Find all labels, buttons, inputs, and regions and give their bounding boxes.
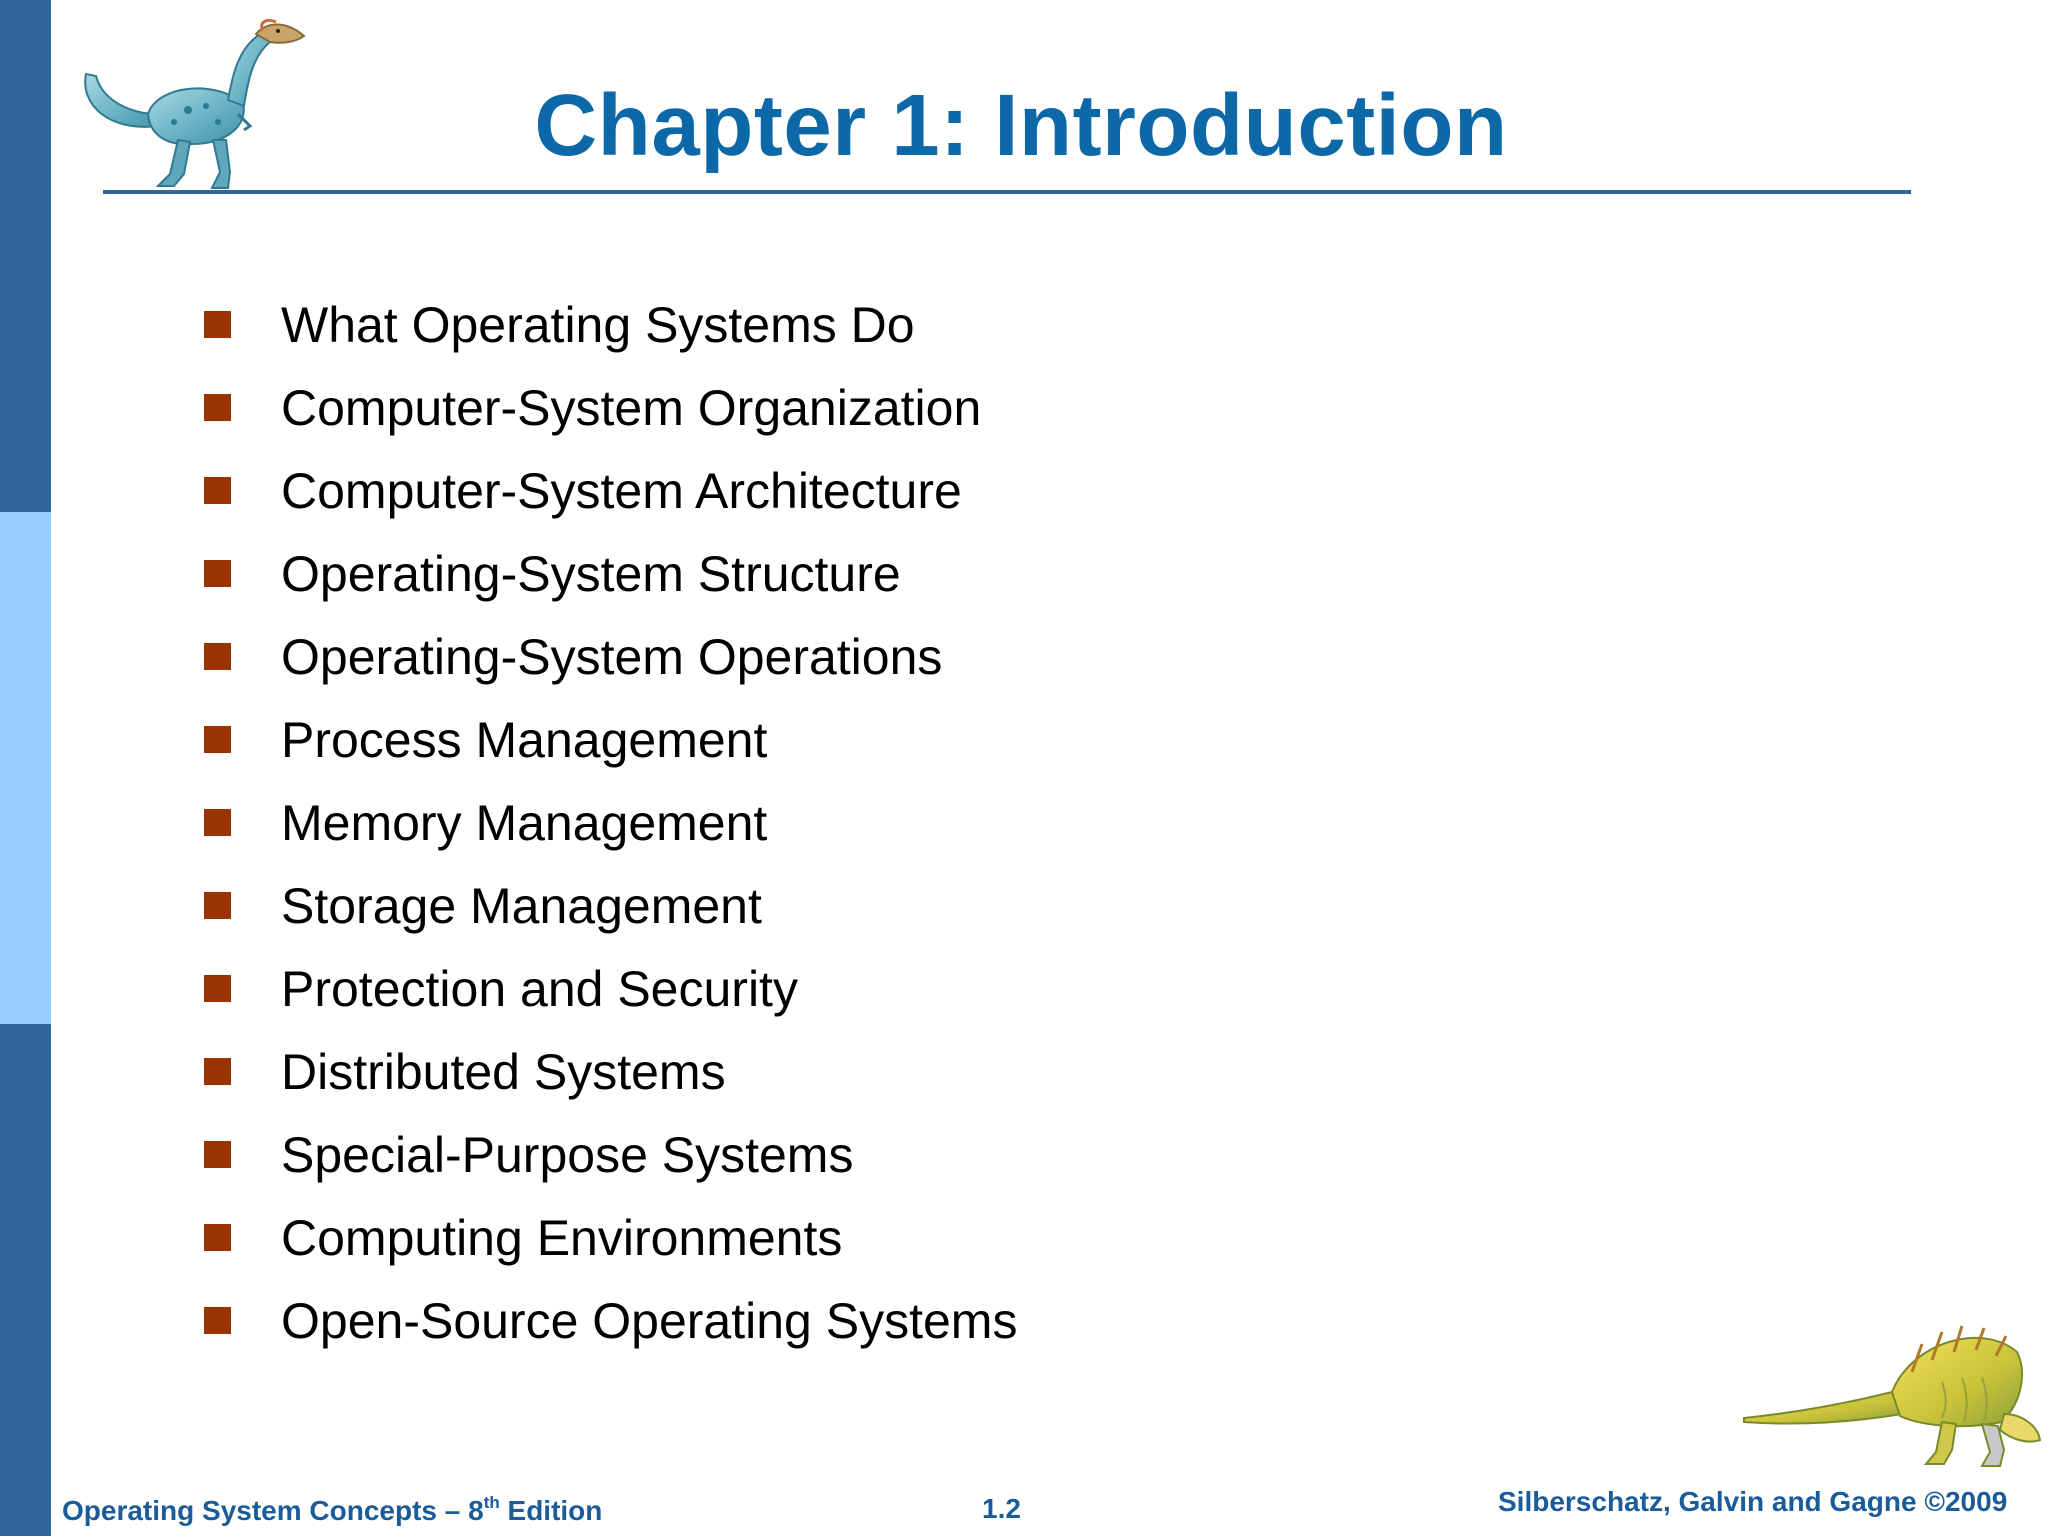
list-item-label: Special-Purpose Systems: [281, 1126, 854, 1183]
footer-book-title-prefix: Operating System Concepts – 8: [62, 1495, 484, 1526]
footer-book-title-suffix: Edition: [499, 1495, 603, 1526]
bullet-square-icon: [204, 809, 231, 836]
bullet-square-icon: [204, 1141, 231, 1168]
list-item-label: Open-Source Operating Systems: [281, 1292, 1018, 1349]
list-item: [204, 698, 1017, 781]
bullet-square-icon: [204, 394, 231, 421]
bullet-square-icon: [204, 643, 231, 670]
bullet-square-icon: [204, 560, 231, 587]
footer-book-title-sup: th: [483, 1493, 500, 1512]
list-item: [204, 366, 1017, 449]
bullet-square-icon: [204, 1058, 231, 1085]
list-item: [204, 947, 1017, 1030]
list-item: [204, 615, 1017, 698]
dinosaur-icon: [1742, 1322, 2042, 1472]
list-item: [204, 781, 1017, 864]
page-title: Chapter 1: Introduction: [534, 77, 1508, 174]
list-item: [204, 532, 1017, 615]
bullet-square-icon: [204, 892, 231, 919]
list-item-label: Computer-System Organization: [281, 379, 982, 436]
list-item-label: Memory Management: [281, 794, 768, 851]
list-item-label: Protection and Security: [281, 960, 798, 1017]
list-item: [204, 1279, 1017, 1362]
list-item-label: Storage Management: [281, 877, 762, 934]
bullet-square-icon: [204, 477, 231, 504]
footer-book-title: [62, 1493, 602, 1527]
footer-authors: Silberschatz, Galvin and Gagne ©2009: [1498, 1486, 2008, 1517]
list-item-label: Process Management: [281, 711, 768, 768]
page-number: 1.2: [982, 1493, 1021, 1524]
list-item: [204, 864, 1017, 947]
bullet-square-icon: [204, 975, 231, 1002]
topic-list: [204, 283, 1017, 1362]
list-item: [204, 1113, 1017, 1196]
left-stripe-middle: [0, 512, 51, 1024]
bullet-square-icon: [204, 726, 231, 753]
left-stripe-bottom: [0, 1024, 51, 1536]
list-item: [204, 1030, 1017, 1113]
list-item: [204, 449, 1017, 532]
title-divider: [103, 190, 1911, 194]
list-item: [204, 283, 1017, 366]
bullet-square-icon: [204, 1307, 231, 1334]
list-item-label: Computer-System Architecture: [281, 462, 962, 519]
list-item-label: What Operating Systems Do: [281, 296, 915, 353]
list-item-label: Computing Environments: [281, 1209, 843, 1266]
list-item-label: Operating-System Operations: [281, 628, 943, 685]
list-item-label: Operating-System Structure: [281, 545, 901, 602]
bullet-square-icon: [204, 311, 231, 338]
list-item-label: Distributed Systems: [281, 1043, 726, 1100]
list-item: [204, 1196, 1017, 1279]
bullet-square-icon: [204, 1224, 231, 1251]
